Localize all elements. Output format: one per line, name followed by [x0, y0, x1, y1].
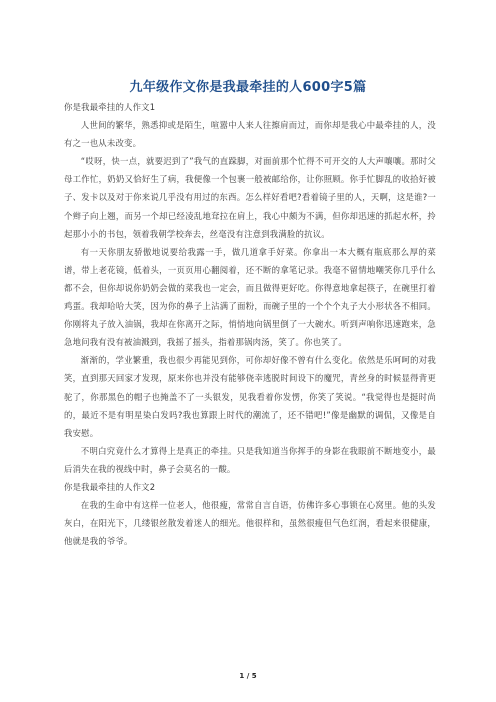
paragraph: 有一天你朋友骄傲地说要给我露一手，做几道拿手好菜。你拿出一本大概有瓶底那么厚的菜谱，带上老花镜，低着头，一页页用心翻阅着，还不断的拿笔记录。我毫不留情地嘲笑你几乎什么都不会，但你却说你奶奶会做的菜我也一定会，而且做得更好吃。你得意地拿起筷子，在碗里打着鸡蛋。我却哈哈大笑，因为你的鼻子上沾满了面粉，而碗子里的一个个个丸子大小形状各不相同。你刚将丸子放入油锅，我却在你离开之际，悄悄地向锅里倒了一大碗水。听到声响你迅速跑来，急急地问我有没有被油溅到，我摇了摇头，指着那锅肉汤，笑了。你也笑了。: [64, 246, 436, 348]
paragraph: 在我的生命中有这样一位老人，他很瘦，常常自言自语，仿佛许多心事锁在心窝里。他的头发灰白，在阳光下，几缕银丝散发着迷人的细光。他很样和，虽然很瘦但气色红润，看起来很健康，他就是我的爷爷。: [64, 500, 436, 547]
paragraph: 渐渐的，学业繁重，我也很少再能见到你，可你却好像不曾有什么变化。依然是乐呵呵的对我笑，直到那天回家才发现，原来你也并没有能够侥幸逃脱时间设下的魔咒，青丝身的时候显得背更驼了，你那黑色的帽子也掩盖不了一头银发，见我看着你发愣，你笑了笑说。“我觉得也是挺时尚的，最近不是有明星染白发吗?我也算跟上时代的潮流了，还不错吧!”像是幽默的调侃，又像是自我安慰。: [64, 355, 436, 438]
section-heading: 你是我最牵挂的人作文2: [64, 481, 156, 492]
page-number: 1 / 5: [239, 672, 257, 680]
paragraph: “哎呀，快一点，就要迟到了”我气的直跺脚，对面前那个忙得不可开交的人大声嚷嚷。那时父母工作忙，奶奶又恰好生了病，我便像一个包裹一般被邮给你，让你照顾。你手忙脚乱的收拾好被子、发卡以及对于你来说几乎没有用过的东西。怎么样好看吧?看着镜子里的人，天啊，这是谁?一个辫子向上翘，而另一个却已经凌乱地耷拉在肩上，我心中颇为不满，但你却迅速的抓起水杯，拎起那小小的书包，领着我朝学校奔去，丝毫没有注意到我满脸的抗议。: [64, 156, 436, 239]
page-title: 九年级作文你是我最牵挂的人600字5篇: [129, 80, 367, 95]
section-heading: 你是我最牵挂的人作文1: [64, 102, 156, 112]
paragraph: 不明白究竟什么才算得上是真正的牵挂。只是我知道当你挥手的身影在我眼前不断地变小，最后消失在我的视线中时，鼻子会莫名的一酸。: [64, 445, 436, 474]
article-body: [64, 98, 436, 550]
paragraph: 人世间的繁华，熟悉抑或是陌生，喧嚣中人来人往擦肩而过，而你却是我心中最牵挂的人，没有之一也从未改变。: [64, 120, 436, 149]
